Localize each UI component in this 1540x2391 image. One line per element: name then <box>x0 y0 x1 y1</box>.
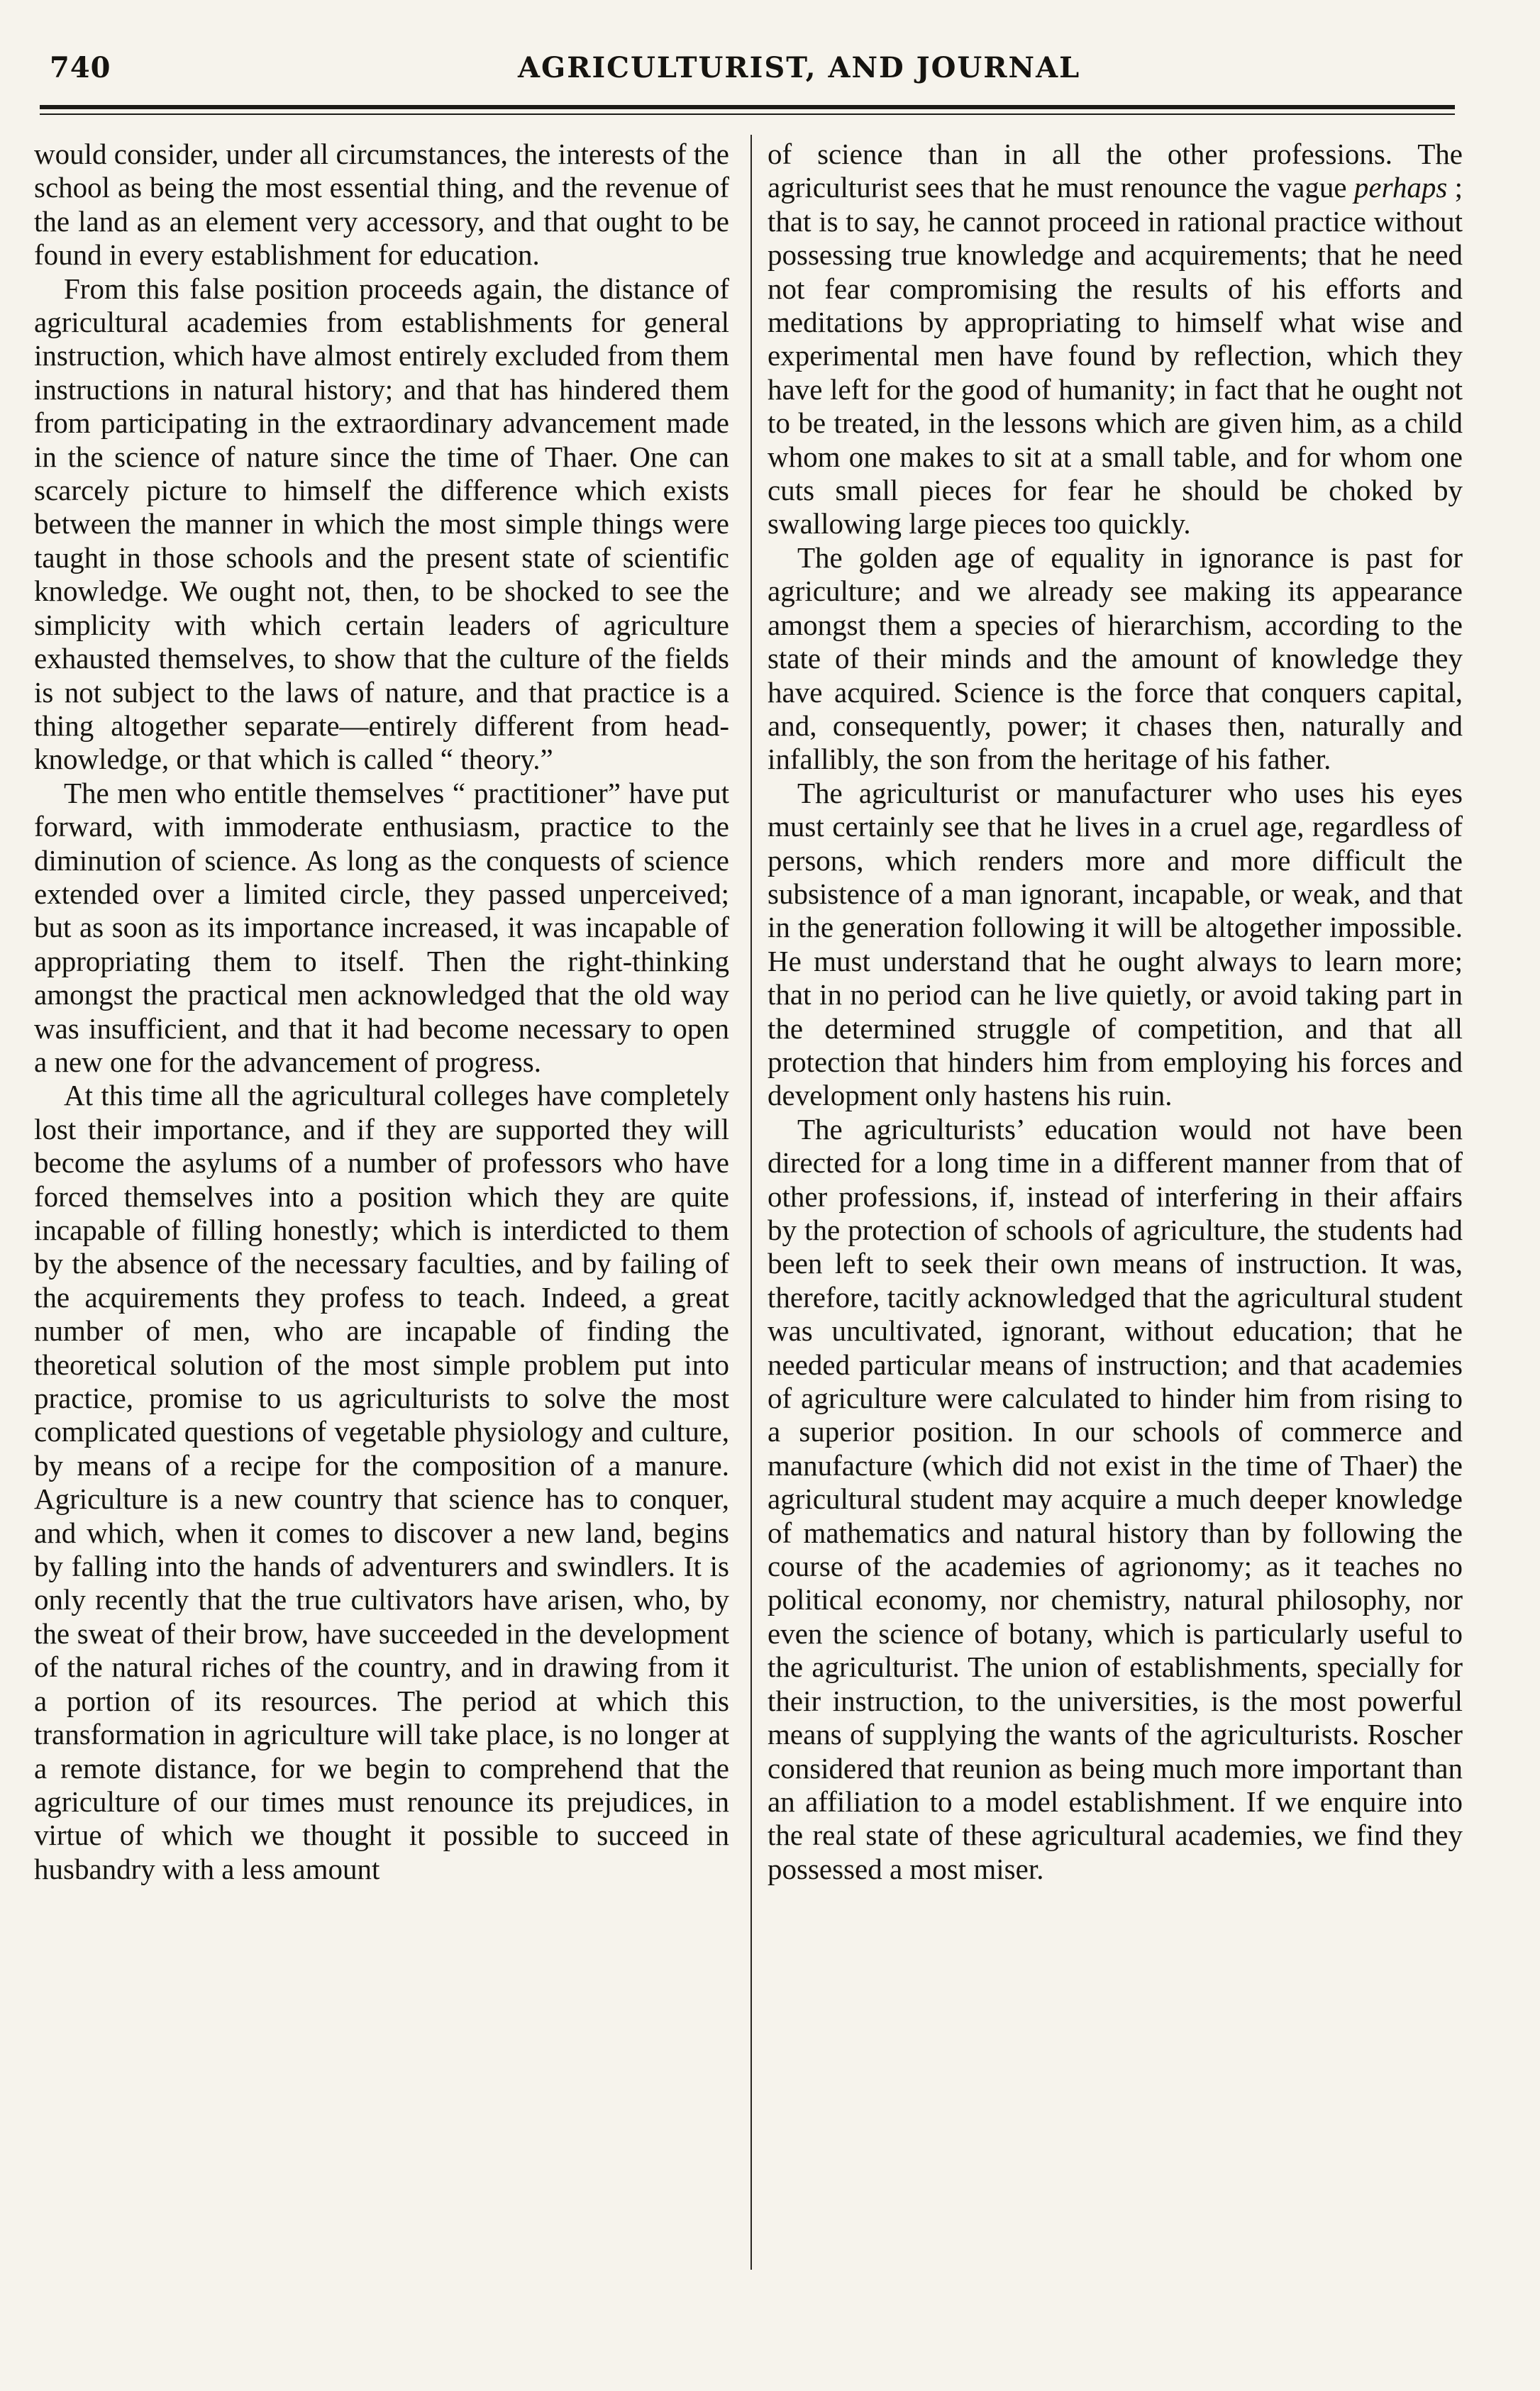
running-title: AGRICULTURIST, AND JOURNAL <box>518 51 1081 84</box>
left-paragraph-3: The men who entitle themselves “ practitioner” have put forward, with immoderate enthusiasm, practice to the diminution of science. As long as the conquests of science extended over a limited circle, they passed unperceived; but as soon as its importance increased, it was incapable of appropriating them to itself. Then the right-thinking amongst the practical men acknowledged that the old way was insufficient, and that it had become necessary to open a new one for the advancement of progress. <box>34 776 729 1078</box>
right-paragraph-1-end: ; that is to say, he cannot proceed in rational practice without possessing true knowledge and acquirements; that he need not fear compromising the results of his efforts and meditations by appropriating to himself what wise and experimental men have found by reflection, which they have left for the good of humanity; in fact that he ought not to be treated, in the lessons which are given him, as a child whom one makes to sit at a small table, and for whom one cuts small pieces for fear he should be choked by swallowing large pieces too quickly. <box>768 171 1463 540</box>
page-number: 740 <box>50 51 111 84</box>
right-paragraph-2: The golden age of equality in ignorance is past for agriculture; and we already see making its appearance amongst them a species of hierarchism, according to the state of their minds and the amount of knowledge they have acquired. Science is the force that conquers capital, and, consequently, power; it chases then, naturally and infallibly, the son from the heritage of his father. <box>768 540 1463 776</box>
column-divider <box>750 135 752 2270</box>
right-column <box>768 138 1463 1886</box>
right-paragraph-3: The agriculturist or manufacturer who uses his eyes must certainly see that he lives in a cruel age, regardless of persons, which renders more and more difficult the subsistence of a man ignorant, incapable, or weak, and that in the generation following it will be altogether impossible. He must understand that he ought always to learn more; that in no period can he live quietly, or avoid taking part in the determined struggle of competition, and that all protection that hinders him from employing his forces and development only hastens his ruin. <box>768 776 1463 1112</box>
right-paragraph-1-start: of science than in all the other professions. The agriculturist sees that he must renounce the vague <box>768 138 1463 204</box>
right-paragraph-1 <box>768 138 1463 541</box>
header-rule-thin <box>40 113 1455 115</box>
left-paragraph-1: would consider, under all circumstances, the interests of the school as being the most essential thing, and the revenue of the land as an element very accessory, and that ought to be found in every establishment for education. <box>34 138 729 272</box>
left-paragraph-2: From this false position proceeds again, the distance of agricultural academies from establishments for general instruction, which have almost entirely excluded from them instructions in natural history; and that has hindered them from participating in the extraordinary advancement made in the science of nature since the time of Thaer. One can scarcely picture to himself the difference which exists between the manner in which the most simple things were taught in those schools and the present state of scientific knowledge. We ought not, then, to be shocked to see the simplicity with which certain leaders of agriculture exhausted themselves, to show that the culture of the fields is not subject to the laws of nature, and that practice is a thing altogether separate—entirely different from head-knowledge, or that which is called “ theory.” <box>34 272 729 776</box>
right-paragraph-1-italic: perhaps <box>1353 171 1448 204</box>
left-paragraph-4: At this time all the agricultural colleges have completely lost their importance, and if they are supported they will become the asylums of a number of professors who have forced themselves into a position which they are quite incapable of filling honestly; which is interdicted to them by the absence of the necessary faculties, and by failing of the acquirements they profess to teach. Indeed, a great number of men, who are incapable of finding the theoretical solution of the most simple problem put into practice, promise to us agriculturists to solve the most complicated questions of vegetable physiology and culture, by means of a recipe for the composition of a manure. Agriculture is a new country that science has to conquer, and which, when it comes to discover a new land, begins by falling into the hands of adventurers and swindlers. It is only recently that the true cultivators have arisen, who, by the sweat of their brow, have succeeded in the development of the natural riches of the country, and in drawing from it a portion of its resources. The period at which this transformation in agriculture will take place, is no longer at a remote distance, for we begin to comprehend that the agriculture of our times must renounce its prejudices, in virtue of which we thought it possible to succeed in husbandry with a less amount <box>34 1079 729 1885</box>
header-rule-thick <box>40 105 1455 109</box>
left-column <box>34 138 729 1886</box>
right-paragraph-4: The agriculturists’ education would not have been directed for a long time in a different manner from that of other professions, if, instead of interfering in their affairs by the protection of schools of agriculture, the students had been left to seek their own means of instruction. It was, therefore, tacitly acknowledged that the agricultural student was uncultivated, ignorant, without education; that he needed particular means of instruction; and that academies of agriculture were calculated to hinder him from rising to a superior position. In our schools of commerce and manufacture (which did not exist in the time of Thaer) the agricultural student may acquire a much deeper knowledge of mathematics and natural history than by following the course of the academies of agrionomy; as it teaches no political economy, nor chemistry, natural philosophy, nor even the science of botany, which is particularly useful to the agriculturist. The union of establishments, specially for their instruction, to the universities, is the most powerful means of supplying the wants of the agriculturists. Roscher considered that reunion as being much more important than an affiliation to a model establishment. If we enquire into the real state of these agricultural academies, we find they possessed a most miser. <box>768 1112 1463 1885</box>
page-header <box>50 51 1461 101</box>
